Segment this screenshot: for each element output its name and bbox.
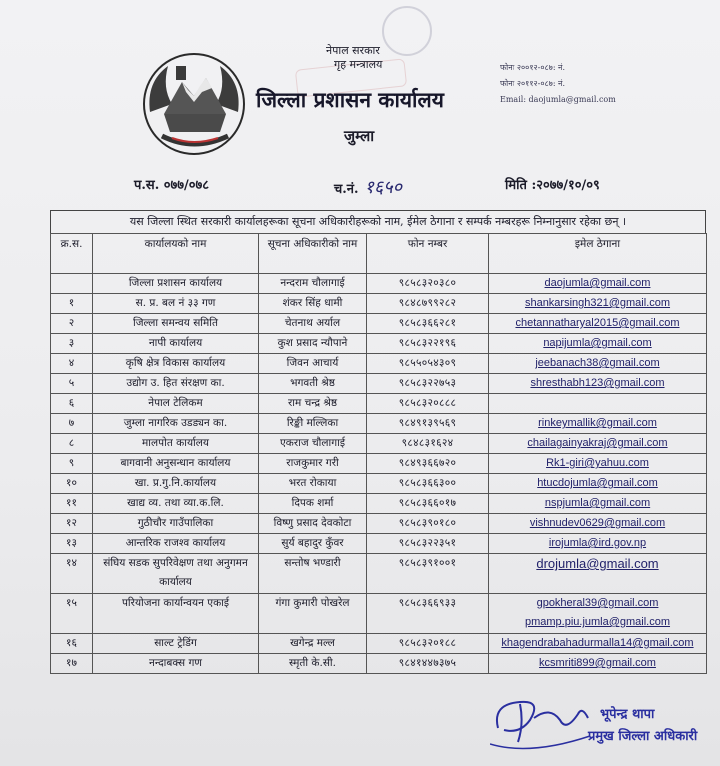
cell-sn: ६ bbox=[51, 394, 93, 414]
cell-phone: ९८५८३२२३५१ bbox=[367, 534, 489, 554]
chalani-label: च.नं. bbox=[334, 182, 359, 197]
cell-office: जिल्ला समन्वय समिति bbox=[93, 314, 259, 334]
cell-office: आन्तरिक राजश्व कार्यालय bbox=[93, 534, 259, 554]
cell-email bbox=[489, 394, 707, 414]
table-row bbox=[51, 454, 707, 474]
cell-office: स. प्र. बल नं ३३ गण bbox=[93, 294, 259, 314]
table-row bbox=[51, 394, 707, 414]
cell-office: उद्योग उ. हित संरक्षण का. bbox=[93, 374, 259, 394]
cell-officer: नन्दराम चौलागाई bbox=[259, 274, 367, 294]
cell-sn: ११ bbox=[51, 494, 93, 514]
email-link[interactable]: pmamp.piu.jumla@gmail.com bbox=[524, 616, 671, 628]
cell-phone: ९८५८३६६३०० bbox=[367, 474, 489, 494]
cell-email[interactable]: htucdojumla@gmail.com bbox=[489, 474, 707, 494]
cell-sn bbox=[51, 274, 93, 294]
cell-sn: १ bbox=[51, 294, 93, 314]
header-email: इमेल ठेगाना bbox=[489, 234, 707, 274]
contact-block bbox=[500, 60, 616, 108]
officer-table-container bbox=[50, 210, 706, 674]
cell-office: खाद्य व्य. तथा व्या.क.लि. bbox=[93, 494, 259, 514]
signatory-title: प्रमुख जिल्ला अधिकारी bbox=[588, 729, 698, 744]
cell-office: परियोजना कार्यान्वयन एकाई bbox=[93, 594, 259, 634]
cell-phone: ९८५५०५४३०९ bbox=[367, 354, 489, 374]
cell-email[interactable]: shresthabh123@gmail.com bbox=[489, 374, 707, 394]
cell-sn: ९ bbox=[51, 454, 93, 474]
cell-phone: ९८४९३६६७२० bbox=[367, 454, 489, 474]
cell-email[interactable]: vishnudev0629@gmail.com bbox=[489, 514, 707, 534]
table-row bbox=[51, 314, 707, 334]
phone-line: फोनः २०११२-०८७: नं. bbox=[500, 79, 566, 88]
cell-email[interactable]: Rk1-giri@yahuu.com bbox=[489, 454, 707, 474]
header-officer: सूचना अधिकारीको नाम bbox=[259, 234, 367, 274]
cell-officer: भगवती श्रेष्ठ bbox=[259, 374, 367, 394]
cell-sn: २ bbox=[51, 314, 93, 334]
cell-officer: सन्तोष भण्डारी bbox=[259, 554, 367, 594]
header-phone: फोन नम्बर bbox=[367, 234, 489, 274]
cell-sn: १० bbox=[51, 474, 93, 494]
signatory-block bbox=[588, 704, 698, 748]
cell-phone: ९८५८३२२७५३ bbox=[367, 374, 489, 394]
table-row bbox=[51, 494, 707, 514]
cell-phone: ९८५८३२०८८८ bbox=[367, 394, 489, 414]
officer-table bbox=[50, 233, 707, 674]
cell-officer: राम चन्द्र श्रेष्ठ bbox=[259, 394, 367, 414]
letter-date: मिति :२०७७/१०/०९ bbox=[505, 178, 600, 193]
table-row bbox=[51, 514, 707, 534]
cell-email[interactable]: napijumla@gmail.com bbox=[489, 334, 707, 354]
signatory-name: भूपेन्द्र थापा bbox=[600, 707, 655, 722]
email-line: Email: daojumla@gmail.com bbox=[500, 95, 616, 104]
cell-email[interactable]: drojumla@gmail.com bbox=[489, 554, 707, 594]
table-intro: यस जिल्ला स्थित सरकारी कार्यालहरूका सूचना अधिकारीहरूको नाम, ईमेल ठेगाना र सम्पर्क नम्बरहरू निम्नानुसार रहेका छन् । bbox=[50, 210, 706, 233]
cell-phone: ९८४१४४७३७५ bbox=[367, 654, 489, 674]
cell-sn: ४ bbox=[51, 354, 93, 374]
cell-office: मालपोत कार्यालय bbox=[93, 434, 259, 454]
cell-email[interactable]: chetannatharyal2015@gmail.com bbox=[489, 314, 707, 334]
table-row bbox=[51, 594, 707, 634]
cell-officer: खगेन्द्र मल्ल bbox=[259, 634, 367, 654]
table-row bbox=[51, 474, 707, 494]
table-row bbox=[51, 414, 707, 434]
cell-phone: ९८५८३९०१८० bbox=[367, 514, 489, 534]
cell-officer: स्मृती के.सी. bbox=[259, 654, 367, 674]
cell-phone: ९८४८३१६२४ bbox=[367, 434, 489, 454]
cell-officer: शंकर सिंह धामी bbox=[259, 294, 367, 314]
table-row bbox=[51, 654, 707, 674]
cell-phone: ९८५८३६६०१७ bbox=[367, 494, 489, 514]
cell-sn: १७ bbox=[51, 654, 93, 674]
table-row bbox=[51, 634, 707, 654]
cell-phone: ९८५८३९१००१ bbox=[367, 554, 489, 594]
header-sn: क्र.स. bbox=[51, 234, 93, 274]
table-row bbox=[51, 354, 707, 374]
cell-email[interactable]: irojumla@ird.gov.np bbox=[489, 534, 707, 554]
cell-office: नन्दाबक्स गण bbox=[93, 654, 259, 674]
cell-sn: १६ bbox=[51, 634, 93, 654]
cell-officer: सुर्य बहादुर कुँवर bbox=[259, 534, 367, 554]
table-header-row bbox=[51, 234, 707, 274]
cell-email[interactable]: jeebanach38@gmail.com bbox=[489, 354, 707, 374]
cell-email[interactable]: chailagainyakraj@gmail.com bbox=[489, 434, 707, 454]
table-body bbox=[51, 274, 707, 674]
table-row bbox=[51, 334, 707, 354]
cell-officer: कुश प्रसाद न्यौपाने bbox=[259, 334, 367, 354]
cell-phone: ९८५८३६६२८१ bbox=[367, 314, 489, 334]
patra-sankhya: प.स. ०७७/०७८ bbox=[134, 178, 210, 193]
table-row bbox=[51, 434, 707, 454]
cell-officer: रिङ्की मल्लिका bbox=[259, 414, 367, 434]
cell-officer: चेतनाथ अर्याल bbox=[259, 314, 367, 334]
ministry-heading bbox=[326, 44, 382, 72]
ministry-name: गृह मन्त्रालय bbox=[334, 58, 383, 71]
office-title: जिल्ला प्रशासन कार्यालय bbox=[256, 87, 444, 112]
nepal-emblem-logo bbox=[142, 52, 246, 156]
cell-office: बागवानी अनुसन्धान कार्यालय bbox=[93, 454, 259, 474]
cell-officer: विष्णु प्रसाद देवकोटा bbox=[259, 514, 367, 534]
cell-phone: ९८४९१३९५६९ bbox=[367, 414, 489, 434]
cell-office: जुम्ला नागरिक उडड्यन का. bbox=[93, 414, 259, 434]
email-link[interactable]: gpokheral39@gmail.com bbox=[536, 597, 659, 609]
cell-officer: राजकुमार गरी bbox=[259, 454, 367, 474]
cell-phone: ९८४८७९९२८२ bbox=[367, 294, 489, 314]
cell-email[interactable]: khagendrabahadurmalla14@gmail.com bbox=[489, 634, 707, 654]
cell-sn: १३ bbox=[51, 534, 93, 554]
cell-officer: भरत रोकाया bbox=[259, 474, 367, 494]
cell-office: नेपाल टेलिकम bbox=[93, 394, 259, 414]
cell-office: संघिय सडक सुपरिवेक्षण तथा अनुगमन कार्यालय bbox=[93, 554, 259, 594]
faint-stamp-mark bbox=[382, 6, 432, 56]
cell-officer: एकराज चौलागाई bbox=[259, 434, 367, 454]
cell-sn: १२ bbox=[51, 514, 93, 534]
cell-office: साल्ट ट्रेडिंग bbox=[93, 634, 259, 654]
cell-office: कृषि क्षेत्र विकास कार्यालय bbox=[93, 354, 259, 374]
cell-email[interactable]: rinkeymallik@gmail.com bbox=[489, 414, 707, 434]
cell-officer: जिवन आचार्य bbox=[259, 354, 367, 374]
chalani-number bbox=[334, 175, 402, 199]
country-name: नेपाल सरकार bbox=[326, 44, 380, 57]
cell-email[interactable]: kcsmriti899@gmail.com bbox=[489, 654, 707, 674]
cell-sn: ७ bbox=[51, 414, 93, 434]
cell-office: जिल्ला प्रशासन कार्यालय bbox=[93, 274, 259, 294]
cell-office: गुठीचौर गाउँपालिका bbox=[93, 514, 259, 534]
cell-office: खा. प्र.गु.नि.कार्यालय bbox=[93, 474, 259, 494]
cell-sn: ३ bbox=[51, 334, 93, 354]
table-row bbox=[51, 534, 707, 554]
cell-phone: ९८५८३६६९३३ bbox=[367, 594, 489, 634]
cell-sn: ८ bbox=[51, 434, 93, 454]
cell-officer: गंगा कुमारी पोखरेल bbox=[259, 594, 367, 634]
table-row bbox=[51, 294, 707, 314]
district-name: जुम्ला bbox=[344, 127, 375, 145]
header-office: कार्यालयको नाम bbox=[93, 234, 259, 274]
table-row bbox=[51, 554, 707, 594]
table-row bbox=[51, 274, 707, 294]
cell-sn: ५ bbox=[51, 374, 93, 394]
cell-email[interactable]: shankarsingh321@gmail.com bbox=[489, 294, 707, 314]
cell-sn: १४ bbox=[51, 554, 93, 594]
cell-email[interactable]: daojumla@gmail.com bbox=[489, 274, 707, 294]
cell-office: नापी कार्यालय bbox=[93, 334, 259, 354]
cell-phone: ९८५८३२२१९६ bbox=[367, 334, 489, 354]
cell-phone: ९८५८३२०१८८ bbox=[367, 634, 489, 654]
cell-phone: ९८५८३२०३८० bbox=[367, 274, 489, 294]
table-row bbox=[51, 374, 707, 394]
phone-line: फोनः २००१२-०८७: नं. bbox=[500, 63, 566, 72]
cell-sn: १५ bbox=[51, 594, 93, 634]
cell-officer: दिपक शर्मा bbox=[259, 494, 367, 514]
cell-email[interactable]: nspjumla@gmail.com bbox=[489, 494, 707, 514]
cell-email[interactable] bbox=[489, 594, 707, 634]
chalani-value: १६५० bbox=[364, 177, 402, 198]
